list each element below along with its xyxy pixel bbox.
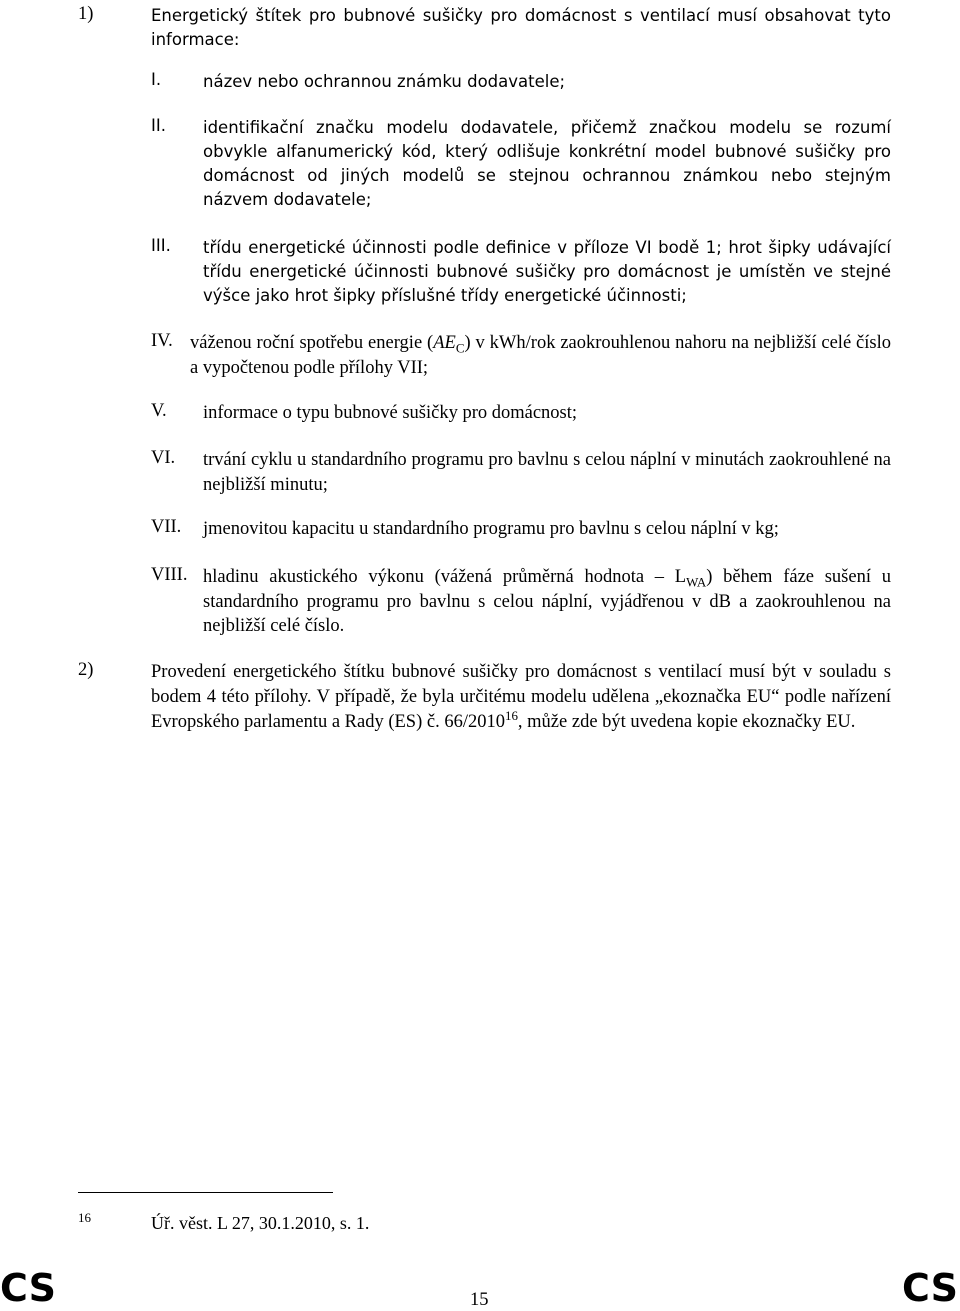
footnote-text: Úř. věst. L 27, 30.1.2010, s. 1. [151, 1213, 370, 1233]
subitem-number: III. [151, 236, 171, 255]
subitem-text: třídu energetické účinnosti podle definice v příloze VI bodě 1; hrot šipky udávající třídu energetické účinnosti bubnové sušičky pro domácnost je umístěn ve stejné výšce jako hrot šipky příslušné třídy energetické účinnosti; [203, 238, 891, 305]
item-number: 2) [78, 660, 94, 680]
subitem-text: trvání cyklu u standardního programu pro bavlnu s celou náplní v minutách zaokrouhlené na nejbližší minutu; [203, 450, 891, 495]
footer-language-left: CS [0, 1266, 56, 1310]
subitem-number: VIII. [151, 565, 188, 585]
subitem-text: váženou roční spotřebu energie $(AE_C)$ v kWh/rok zaokrouhlenou nahoru na nejbližší celé číslo a vypočtenou podle přílohy VII; [190, 333, 891, 378]
subitem-number: II. [151, 116, 166, 135]
footnote-rule [78, 1192, 333, 1193]
subitem-text: informace o typu bubnové sušičky pro domácnost; [203, 403, 578, 423]
subitem-number: V. [151, 401, 167, 421]
item-text: Energetický štítek pro bubnové sušičky pro domácnost s ventilací musí obsahovat tyto informace: [151, 6, 891, 49]
page-number: 15 [470, 1290, 489, 1310]
subitem-number: I. [151, 70, 162, 89]
subitem-text: název nebo ochrannou známku dodavatele; [203, 72, 566, 91]
footnote-ref[interactable]: 16 [504, 707, 518, 723]
subitem-text: identifikační značku modelu dodavatele, přičemž značkou modelu se rozumí obvykle alfanumerický kód, který odlišuje konkrétní model bubnové sušičky pro domácnost od jiných modelů se stejnou ochrannou známkou nebo stejným názvem dodavatele; [203, 118, 891, 209]
subitem-number: VI. [151, 448, 176, 468]
item-number: 1) [78, 4, 94, 24]
item-text: Provedení energetického štítku bubnové sušičky pro domácnost s ventilací musí být v souladu s bodem 4 této přílohy. V případě, že byla určitému modelu udělena „ekoznačka EU“ podle nařízení Evropského parlamentu a Rady (ES) č. 66/2010$^{16}$, může zde být uvedena kopie ekoznačky EU. [151, 662, 891, 732]
subitem-text: hladinu akustického výkonu (vážená průměrná hodnota – $L_{WA}$) během fáze sušení u standardního programu pro bavlnu s celou náplní, vyjádřenou v dB a zaokrouhlenou na nejbližší celé číslo. [203, 567, 891, 636]
subitem-number: IV. [151, 331, 173, 351]
subitem-number: VII. [151, 517, 182, 537]
subitem-text: jmenovitou kapacitu u standardního programu pro bavlnu s celou náplní v kg; [203, 519, 779, 539]
footnote-number: 16 [78, 1210, 91, 1225]
footer-language-right: CS [902, 1266, 958, 1310]
